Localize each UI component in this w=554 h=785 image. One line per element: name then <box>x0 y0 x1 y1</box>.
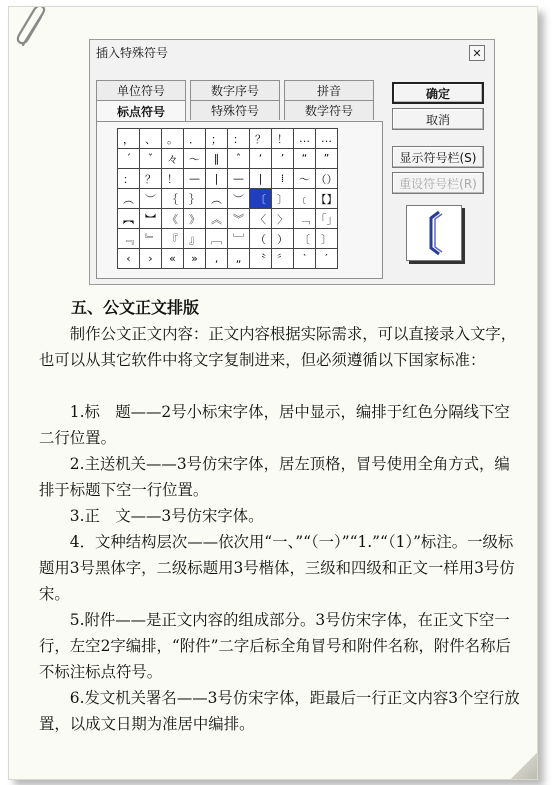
symbol-grid <box>117 128 338 269</box>
symbol-cell[interactable]: … <box>294 129 316 149</box>
symbol-cell[interactable]: 、 <box>140 129 162 149</box>
symbol-cell[interactable]: ˇ <box>140 149 162 169</box>
symbol-cell[interactable]: „ <box>228 249 250 269</box>
symbol-cell[interactable]: — <box>228 169 250 189</box>
symbol-cell[interactable]: ｛ <box>162 189 184 209</box>
paragraph-body-rule: 3.正 文——3号仿宋字体。 <box>69 507 264 525</box>
symbol-cell[interactable]: ︶ <box>228 189 250 209</box>
symbol-cell[interactable]: ︻ <box>118 209 140 229</box>
dialog-title: 插入特殊符号 <box>96 46 169 60</box>
symbol-cell[interactable]: ， <box>118 129 140 149</box>
symbol-cell[interactable]: — <box>184 169 206 189</box>
symbol-cell[interactable]: （ <box>250 229 272 249</box>
symbol-cell[interactable]: … <box>316 129 338 149</box>
symbol-cell[interactable]: 〕 <box>316 229 338 249</box>
symbol-cell[interactable]: ﹈ <box>228 229 250 249</box>
symbol-panel <box>96 121 383 279</box>
symbol-cell[interactable]: 《 <box>162 209 184 229</box>
paragraph-recipient-rule: 2.主送机关——3号仿宋字体，居左顶格，冒号使用全角方式，编排于标题下空一行位置。 <box>39 455 510 499</box>
symbol-cell[interactable]: ： <box>118 169 140 189</box>
symbol-cell[interactable]: 》 <box>184 209 206 229</box>
symbol-cell[interactable]: ′ <box>316 249 338 269</box>
symbol-cell[interactable]: ﹃ <box>118 229 140 249</box>
symbol-cell[interactable]: » <box>184 249 206 269</box>
symbol-cell[interactable]: ‚ <box>206 249 228 269</box>
symbol-cell[interactable]: ‖ <box>206 149 228 169</box>
symbol-cell[interactable]: | <box>206 169 228 189</box>
symbol-cell[interactable]: ﹝ <box>294 189 316 209</box>
page-curl <box>509 751 538 780</box>
symbol-cell[interactable]: 〈 <box>250 209 272 229</box>
tab-strip <box>96 80 383 122</box>
symbol-cell[interactable]: 〔 <box>294 229 316 249</box>
symbol-cell[interactable]: 〕 <box>272 189 294 209</box>
symbol-cell[interactable]: ︵ <box>118 189 140 209</box>
symbol-cell[interactable]: ～ <box>184 149 206 169</box>
symbol-cell[interactable]: ！ <box>272 129 294 149</box>
symbol-cell[interactable]: ‵ <box>294 249 316 269</box>
symbol-cell[interactable]: ︾ <box>228 209 250 229</box>
symbol-cell[interactable]: 『 <box>162 229 184 249</box>
symbol-cell[interactable]: ｝ <box>184 189 206 209</box>
reset-symbol-bar-button: 重设符号栏(R) <box>392 172 484 194</box>
tab-number-sequence[interactable]: 数字序号 <box>190 80 280 100</box>
symbol-cell[interactable]: › <box>140 249 162 269</box>
preview-bracket-icon <box>407 206 461 260</box>
symbol-cell[interactable]: ︽ <box>206 209 228 229</box>
symbol-cell[interactable]: ‹ <box>118 249 140 269</box>
symbol-cell[interactable]: ’ <box>272 149 294 169</box>
paragraph-structure-rule: 4．文种结构层次——依次用“一、”“（一）”“1.”“（1）”标注。一级标题用3号黑体字，二级标题用3号楷体，三级和四级和正文一样用3号仿宋。 <box>39 533 515 603</box>
paragraph-intro: 制作公文正文内容：正文内容根据实际需求，可以直接录入文字，也可以从其它软件中将文字复制进来，但必须遵循以下国家标准： <box>39 325 517 369</box>
symbol-cell[interactable]: ？ <box>250 129 272 149</box>
symbol-cell[interactable]: 「」 <box>316 209 338 229</box>
symbol-cell[interactable]: ？ <box>140 169 162 189</box>
symbol-preview <box>406 205 462 261</box>
symbol-cell[interactable]: 〉 <box>272 209 294 229</box>
symbol-cell[interactable]: 〞 <box>272 249 294 269</box>
ok-button[interactable]: 确定 <box>392 82 484 104</box>
symbol-cell[interactable]: ！ <box>162 169 184 189</box>
paragraph-title-rule: 1.标 题——2号小标宋字体，居中显示，编排于红色分隔线下空二行位置。 <box>39 403 510 447</box>
symbol-cell[interactable]: ˆ <box>228 149 250 169</box>
insert-symbol-dialog <box>89 39 495 285</box>
symbol-cell[interactable]: ： <box>228 129 250 149</box>
symbol-cell[interactable]: ﹁ <box>294 209 316 229</box>
paragraph-attachment-rule: 5.附件——是正文内容的组成部分。3号仿宋字体，在正文下空一行，左空2字编排，“附件”二字后标全角冒号和附件名称，附件名称后不标注标点符号。 <box>39 611 511 681</box>
cancel-button[interactable]: 取消 <box>392 108 484 130</box>
close-icon[interactable]: ✕ <box>469 45 485 61</box>
symbol-cell[interactable]: ； <box>206 129 228 149</box>
symbol-cell[interactable]: | <box>250 169 272 189</box>
symbol-cell[interactable]: ﹄ <box>140 229 162 249</box>
symbol-cell[interactable]: ﹇ <box>206 229 228 249</box>
symbol-cell[interactable]: ︶ <box>140 189 162 209</box>
symbol-cell[interactable]: 〔 <box>250 189 272 209</box>
symbol-cell[interactable]: “ <box>294 149 316 169</box>
paragraph-signature-rule: 6.发文机关署名——3号仿宋字体，距最后一行正文内容3个空行放置，以成文日期为准居中编排。 <box>39 689 520 733</box>
symbol-cell[interactable]: ´ <box>118 149 140 169</box>
show-symbol-bar-button[interactable]: 显示符号栏(S) <box>392 146 484 168</box>
symbol-cell[interactable]: 【】 <box>316 189 338 209</box>
symbol-cell[interactable]: ． <box>184 129 206 149</box>
document-page <box>8 6 538 780</box>
symbol-cell[interactable]: 々 <box>162 149 184 169</box>
paperclip-icon <box>15 6 55 53</box>
tab-pinyin[interactable]: 拼音 <box>284 80 374 100</box>
tab-math-symbols[interactable]: 数学符号 <box>284 100 374 120</box>
tab-unit-symbols[interactable]: 单位符号 <box>96 80 186 100</box>
tab-special-symbols[interactable]: 特殊符号 <box>190 100 280 120</box>
tab-punctuation[interactable]: 标点符号 <box>96 100 186 122</box>
symbol-cell[interactable]: 』 <box>184 229 206 249</box>
symbol-cell[interactable]: ～ <box>294 169 316 189</box>
symbol-cell[interactable]: ⁞ <box>272 169 294 189</box>
section-heading: 五、公文正文排版 <box>71 298 200 317</box>
symbol-cell[interactable]: « <box>162 249 184 269</box>
symbol-cell[interactable]: ‘ <box>250 149 272 169</box>
symbol-cell[interactable]: ） <box>272 229 294 249</box>
symbol-cell[interactable]: ︵ <box>206 189 228 209</box>
symbol-cell[interactable]: （） <box>316 169 338 189</box>
symbol-cell[interactable]: ︼ <box>140 209 162 229</box>
symbol-cell[interactable]: 〝 <box>250 249 272 269</box>
symbol-cell[interactable]: ” <box>316 149 338 169</box>
symbol-cell[interactable]: 。 <box>162 129 184 149</box>
